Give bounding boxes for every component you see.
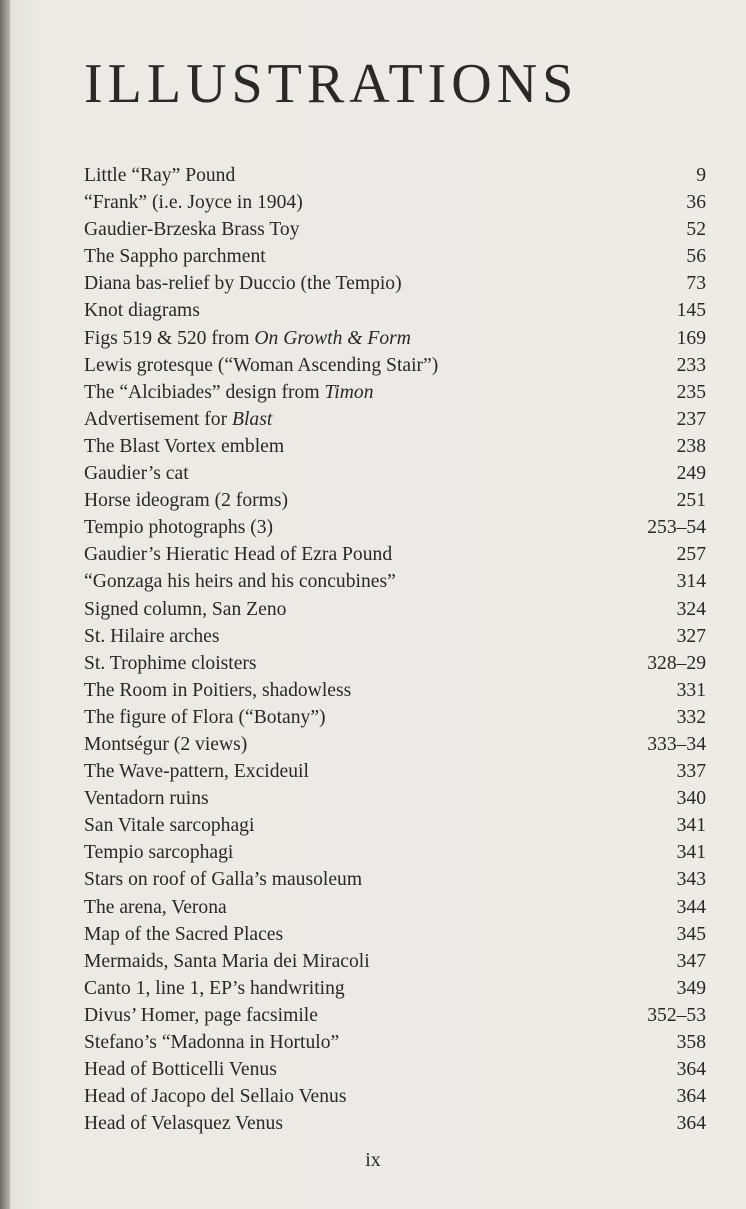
illustration-title [84, 623, 219, 650]
illustration-title [84, 921, 283, 948]
illustration-title [84, 1029, 339, 1056]
list-item [84, 514, 706, 541]
illustration-title [84, 487, 288, 514]
illustration-title-text: Figs 519 & 520 from [84, 327, 255, 349]
illustration-title-text: St. Trophime cloisters [84, 652, 257, 674]
illustration-title-text: Stefano’s “Madonna in Hortulo” [84, 1032, 340, 1053]
illustration-title [84, 433, 284, 460]
list-item [84, 1083, 706, 1110]
list-item [84, 406, 706, 433]
illustration-title [84, 297, 200, 324]
page-reference: 331 [676, 679, 706, 701]
list-item [84, 731, 706, 758]
illustration-title-text: The Blast Vortex emblem [84, 435, 285, 457]
illustration-title-text: Head of Botticelli Venus [84, 1059, 277, 1081]
page-reference: 249 [676, 463, 706, 485]
list-item [84, 785, 706, 812]
illustration-title-text: The Wave-pattern, Excideuil [84, 761, 309, 783]
page-reference: 344 [676, 896, 706, 918]
page-reference: 253–54 [647, 517, 706, 539]
illustration-title [84, 270, 402, 297]
illustration-title [84, 650, 257, 677]
illustration-title [84, 948, 370, 975]
illustration-title [84, 1110, 283, 1137]
list-item [84, 650, 706, 677]
illustration-title [84, 406, 272, 433]
page-reference: 343 [676, 869, 706, 891]
illustration-title [84, 596, 286, 623]
list-item [84, 487, 706, 514]
illustration-title-text: Advertisement for [84, 408, 232, 430]
page-reference: 145 [676, 300, 706, 322]
illustration-title [84, 812, 254, 839]
list-item [84, 1110, 706, 1137]
illustration-title [84, 975, 345, 1002]
illustration-title-text: The Sappho parchment [84, 246, 266, 268]
page-reference: 169 [676, 327, 706, 349]
illustration-title [84, 514, 273, 541]
illustration-title [84, 541, 392, 568]
illustration-title-text: Ventadorn ruins [84, 788, 209, 810]
illustration-title [84, 731, 247, 758]
illustration-title [84, 866, 362, 893]
illustration-title-text: Little “Ray” Pound [84, 165, 236, 186]
page-gutter-shadow [0, 0, 10, 1209]
illustration-title-text: Gaudier-Brzeska Brass Toy [84, 219, 300, 241]
illustration-title-text: San Vitale sarcophagi [84, 815, 255, 837]
illustration-title [84, 568, 396, 595]
illustration-title-text: Montségur (2 views) [84, 733, 248, 755]
list-item [84, 325, 706, 352]
illustration-title-italic: Blast [232, 408, 273, 430]
list-item [84, 460, 706, 487]
illustration-title [84, 785, 209, 812]
page-reference: 327 [676, 625, 706, 647]
illustration-title-text: Tempio photographs (3) [84, 517, 274, 539]
page-reference: 314 [676, 571, 706, 593]
illustration-title-text: Diana bas-relief by Duccio (the Tempio) [84, 273, 402, 295]
page-reference: 345 [676, 923, 706, 945]
page-reference: 257 [676, 544, 706, 566]
list-item [84, 243, 706, 270]
page-title: ILLUSTRATIONS [84, 53, 579, 115]
list-item [84, 596, 706, 623]
illustration-title [84, 1056, 277, 1083]
list-item [84, 921, 706, 948]
list-item [84, 812, 706, 839]
illustration-title [84, 460, 189, 487]
illustration-title-italic: On Growth & Form [254, 327, 411, 349]
illustration-title-text: Head of Velasquez Venus [84, 1113, 283, 1135]
list-item [84, 677, 706, 704]
list-item [84, 162, 706, 189]
list-item [84, 623, 706, 650]
page-reference: 352–53 [647, 1004, 706, 1026]
list-item [84, 1029, 706, 1056]
list-item [84, 758, 706, 785]
illustration-title-text: The arena, Verona [84, 896, 227, 918]
list-item [84, 379, 706, 406]
illustration-title-italic: Timon [324, 381, 374, 403]
page-reference: 358 [676, 1032, 706, 1053]
page-reference: 9 [696, 165, 706, 186]
illustration-title [84, 162, 235, 189]
page-reference: 341 [676, 842, 706, 864]
illustration-title-text: “Gonzaga his heirs and his concubines” [84, 571, 396, 593]
list-item [84, 1056, 706, 1083]
illustration-title-text: Tempio sarcophagi [84, 842, 234, 864]
illustration-title-text: Gaudier’s Hieratic Head of Ezra Pound [84, 544, 393, 566]
page-reference: 73 [686, 273, 706, 295]
page-reference: 56 [686, 246, 706, 268]
page-reference: 340 [676, 788, 706, 810]
illustration-list [84, 162, 706, 1137]
page-reference: 235 [676, 381, 706, 403]
list-item [84, 297, 706, 324]
page-reference: 324 [676, 598, 706, 620]
page-reference: 237 [676, 408, 706, 430]
illustration-title-text: Knot diagrams [84, 300, 200, 322]
page-reference: 233 [676, 354, 706, 376]
illustration-title [84, 839, 233, 866]
list-item [84, 866, 706, 893]
page-reference: 364 [676, 1086, 706, 1108]
page-reference: 328–29 [647, 652, 706, 674]
illustration-title [84, 352, 438, 379]
illustration-title-text: Horse ideogram (2 forms) [84, 490, 289, 512]
illustration-title-text: Canto 1, line 1, EP’s handwriting [84, 977, 345, 999]
illustration-title [84, 243, 266, 270]
list-item [84, 1002, 706, 1029]
page-reference: 238 [676, 435, 706, 457]
illustration-title [84, 1083, 346, 1110]
illustration-title-text: Divus’ Homer, page facsimile [84, 1004, 318, 1026]
illustration-title-text: The figure of Flora (“Botany”) [84, 706, 326, 728]
page-reference: 349 [676, 977, 706, 999]
illustration-title-text: St. Hilaire arches [84, 625, 220, 647]
list-item [84, 216, 706, 243]
page-reference: 332 [676, 706, 706, 728]
page-reference: 52 [686, 219, 706, 241]
illustration-title [84, 677, 351, 704]
page-reference: 347 [676, 950, 706, 972]
page-reference: 337 [676, 761, 706, 783]
illustration-title-text: Head of Jacopo del Sellaio Venus [84, 1086, 347, 1108]
illustration-title-text: Signed column, San Zeno [84, 598, 287, 620]
page-reference: 364 [676, 1059, 706, 1081]
list-item [84, 568, 706, 595]
page-reference: 341 [676, 815, 706, 837]
illustration-title-text: The “Alcibiades” design from [84, 381, 325, 403]
illustration-title-text: “Frank” (i.e. Joyce in 1904) [84, 192, 303, 214]
illustration-title [84, 189, 303, 216]
illustration-title [84, 1002, 318, 1029]
illustration-title-text: Stars on roof of Galla’s mausoleum [84, 869, 363, 891]
illustration-title-text: Lewis grotesque (“Woman Ascending Stair”) [84, 354, 439, 376]
illustration-title-text: Map of the Sacred Places [84, 923, 284, 945]
illustration-title [84, 894, 227, 921]
list-item [84, 975, 706, 1002]
list-item [84, 704, 706, 731]
illustration-title [84, 325, 411, 352]
illustration-title [84, 704, 326, 731]
illustration-title [84, 216, 300, 243]
illustration-title [84, 758, 309, 785]
list-item [84, 839, 706, 866]
list-item [84, 352, 706, 379]
page-number: ix [365, 1149, 381, 1171]
illustration-title-text: Mermaids, Santa Maria dei Miracoli [84, 950, 370, 972]
page-reference: 364 [676, 1113, 706, 1135]
illustration-title-text: Gaudier’s cat [84, 463, 189, 485]
page-reference: 333–34 [647, 733, 706, 755]
page-reference: 36 [686, 192, 706, 214]
list-item [84, 189, 706, 216]
list-item [84, 270, 706, 297]
page-reference: 251 [676, 490, 706, 512]
list-item [84, 948, 706, 975]
illustration-title [84, 379, 374, 406]
list-item [84, 433, 706, 460]
illustration-title-text: The Room in Poitiers, shadowless [84, 679, 352, 701]
list-item [84, 894, 706, 921]
list-item [84, 541, 706, 568]
